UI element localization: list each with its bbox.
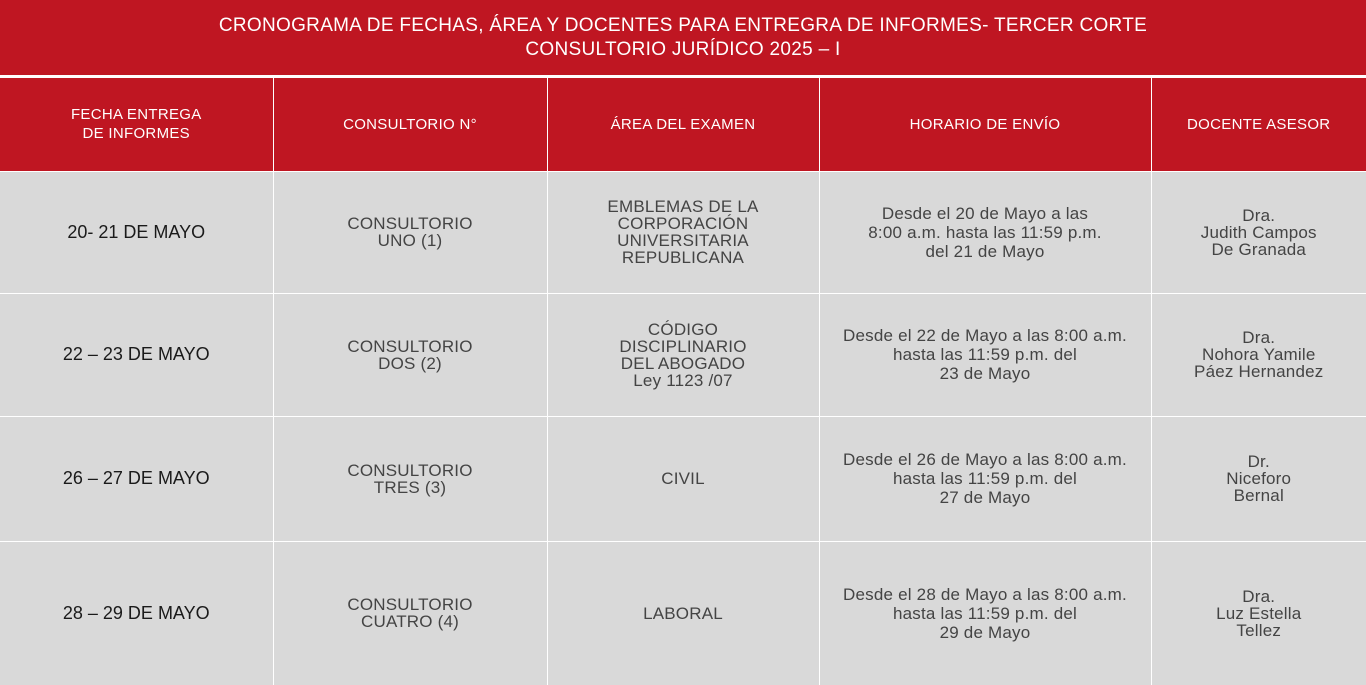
area-cell: CIVIL xyxy=(547,416,819,541)
title-line-2: CONSULTORIO JURÍDICO 2025 – I xyxy=(525,38,841,60)
table-body xyxy=(0,171,1366,685)
docente-cell: Dra. Luz Estella Tellez xyxy=(1151,541,1366,685)
title-line-1: CRONOGRAMA DE FECHAS, ÁREA Y DOCENTES PARA ENTREGRA DE INFORMES- TERCER CORTE xyxy=(218,14,1148,36)
header-row xyxy=(0,78,1366,171)
fecha-cell: 26 – 27 DE MAYO xyxy=(0,416,273,541)
consultorio-cell: CONSULTORIO UNO (1) xyxy=(273,171,547,293)
table-header xyxy=(0,78,1366,171)
docente-cell: Dr. Niceforo Bernal xyxy=(1151,416,1366,541)
horario-cell: Desde el 20 de Mayo a las 8:00 a.m. hasta las 11:59 p.m. del 21 de Mayo xyxy=(819,171,1151,293)
area-cell: LABORAL xyxy=(547,541,819,685)
fecha-cell: 20- 21 DE MAYO xyxy=(0,171,273,293)
schedule-table xyxy=(0,78,1366,685)
horario-cell: Desde el 22 de Mayo a las 8:00 a.m. hasta las 11:59 p.m. del 23 de Mayo xyxy=(819,293,1151,416)
table-row xyxy=(0,171,1366,293)
column-header-consultorio: CONSULTORIO N° xyxy=(273,78,547,171)
title-banner xyxy=(0,0,1366,75)
fecha-cell: 22 – 23 DE MAYO xyxy=(0,293,273,416)
area-cell: CÓDIGO DISCIPLINARIO DEL ABOGADO Ley 1123 /07 xyxy=(547,293,819,416)
fecha-cell: 28 – 29 DE MAYO xyxy=(0,541,273,685)
consultorio-cell: CONSULTORIO TRES (3) xyxy=(273,416,547,541)
docente-cell: Dra. Judith Campos De Granada xyxy=(1151,171,1366,293)
consultorio-cell: CONSULTORIO CUATRO (4) xyxy=(273,541,547,685)
docente-cell: Dra. Nohora Yamile Páez Hernandez xyxy=(1151,293,1366,416)
column-header-horario: HORARIO DE ENVÍO xyxy=(819,78,1151,171)
area-cell: EMBLEMAS DE LA CORPORACIÓN UNIVERSITARIA REPUBLICANA xyxy=(547,171,819,293)
horario-cell: Desde el 28 de Mayo a las 8:00 a.m. hasta las 11:59 p.m. del 29 de Mayo xyxy=(819,541,1151,685)
consultorio-cell: CONSULTORIO DOS (2) xyxy=(273,293,547,416)
column-header-docente: DOCENTE ASESOR xyxy=(1151,78,1366,171)
column-header-fecha: FECHA ENTREGA DE INFORMES xyxy=(0,78,273,171)
table-row xyxy=(0,541,1366,685)
horario-cell: Desde el 26 de Mayo a las 8:00 a.m. hasta las 11:59 p.m. del 27 de Mayo xyxy=(819,416,1151,541)
table-row xyxy=(0,416,1366,541)
column-header-area: ÁREA DEL EXAMEN xyxy=(547,78,819,171)
table-row xyxy=(0,293,1366,416)
